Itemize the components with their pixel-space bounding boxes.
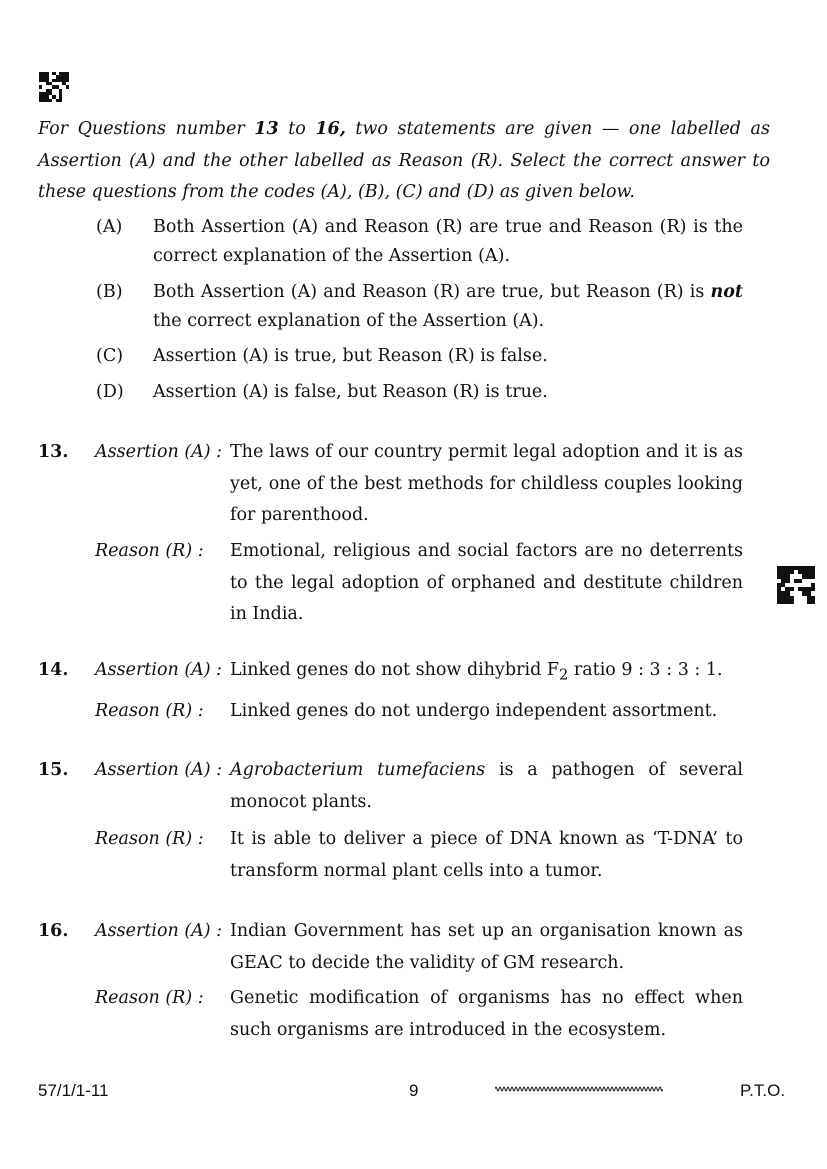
question-13-number: 13. xyxy=(38,442,69,462)
question-14-reason-label: Reason (R) : xyxy=(95,701,204,721)
question-16-reason-label: Reason (R) : xyxy=(95,988,204,1008)
pto-label: P.T.O. xyxy=(740,1081,786,1100)
option-c-text: Assertion (A) is true, but Reason (R) is false. xyxy=(153,346,548,366)
question-13-reason-text: Emotional, religious and social factors are no deterrents to the legal adoption of orphaned and destitute children in India. xyxy=(230,541,743,624)
question-14-assertion-text: Linked genes do not show dihybrid $F_2$ ratio 9 : 3 : 3 : 1. xyxy=(230,660,723,684)
option-c-letter: (C) xyxy=(96,346,124,366)
question-16-assertion-text: Indian Government has set up an organisation known as GEAC to decide the validity of GM research. xyxy=(230,921,743,973)
question-15-assertion-label: Assertion (A) : xyxy=(95,760,223,780)
wavy-line-divider xyxy=(495,1084,663,1094)
question-13-assertion-label: Assertion (A) : xyxy=(95,442,223,462)
question-15-reason-text: It is able to deliver a piece of DNA known as ‘T-DNA’ to transform normal plant cells into a tumor. xyxy=(230,829,743,881)
question-15-number: 15. xyxy=(38,760,69,780)
question-16-number: 16. xyxy=(38,921,69,941)
qr-code-top xyxy=(39,72,69,102)
qr-code-side xyxy=(777,566,815,604)
paper-code: 57/1/1-11 xyxy=(38,1081,109,1100)
question-14-assertion-label: Assertion (A) : xyxy=(95,660,223,680)
question-14-number: 14. xyxy=(38,660,69,680)
question-15-assertion-text: Agrobacterium tumefaciens is a pathogen of several monocot plants. xyxy=(230,760,743,812)
option-a-text: Both Assertion (A) and Reason (R) are true and Reason (R) is the correct explanation of the Assertion (A). xyxy=(153,217,743,266)
instructions-paragraph: For Questions number 13 to 16, two statements are given — one labelled as Assertion (A) and the other labelled as Reason (R). Select the correct answer to these questions from the codes (A), (B), (C) and (D) as given below. xyxy=(38,119,770,202)
option-a-letter: (A) xyxy=(96,217,123,237)
option-b-letter: (B) xyxy=(96,282,123,302)
option-d-text: Assertion (A) is false, but Reason (R) is true. xyxy=(153,382,548,402)
question-15-reason-label: Reason (R) : xyxy=(95,829,204,849)
page-number: 9 xyxy=(409,1081,419,1100)
option-b-text: Both Assertion (A) and Reason (R) are true, but Reason (R) is not the correct explanation of the Assertion (A). xyxy=(153,282,743,331)
question-16-reason-text: Genetic modification of organisms has no effect when such organisms are introduced in the ecosystem. xyxy=(230,988,743,1040)
option-d-letter: (D) xyxy=(96,382,124,402)
question-14-reason-text: Linked genes do not undergo independent assortment. xyxy=(230,701,718,721)
question-13-reason-label: Reason (R) : xyxy=(95,541,204,561)
question-16-assertion-label: Assertion (A) : xyxy=(95,921,223,941)
question-13-assertion-text: The laws of our country permit legal adoption and it is as yet, one of the best methods for childless couples looking for parenthood. xyxy=(230,442,743,525)
